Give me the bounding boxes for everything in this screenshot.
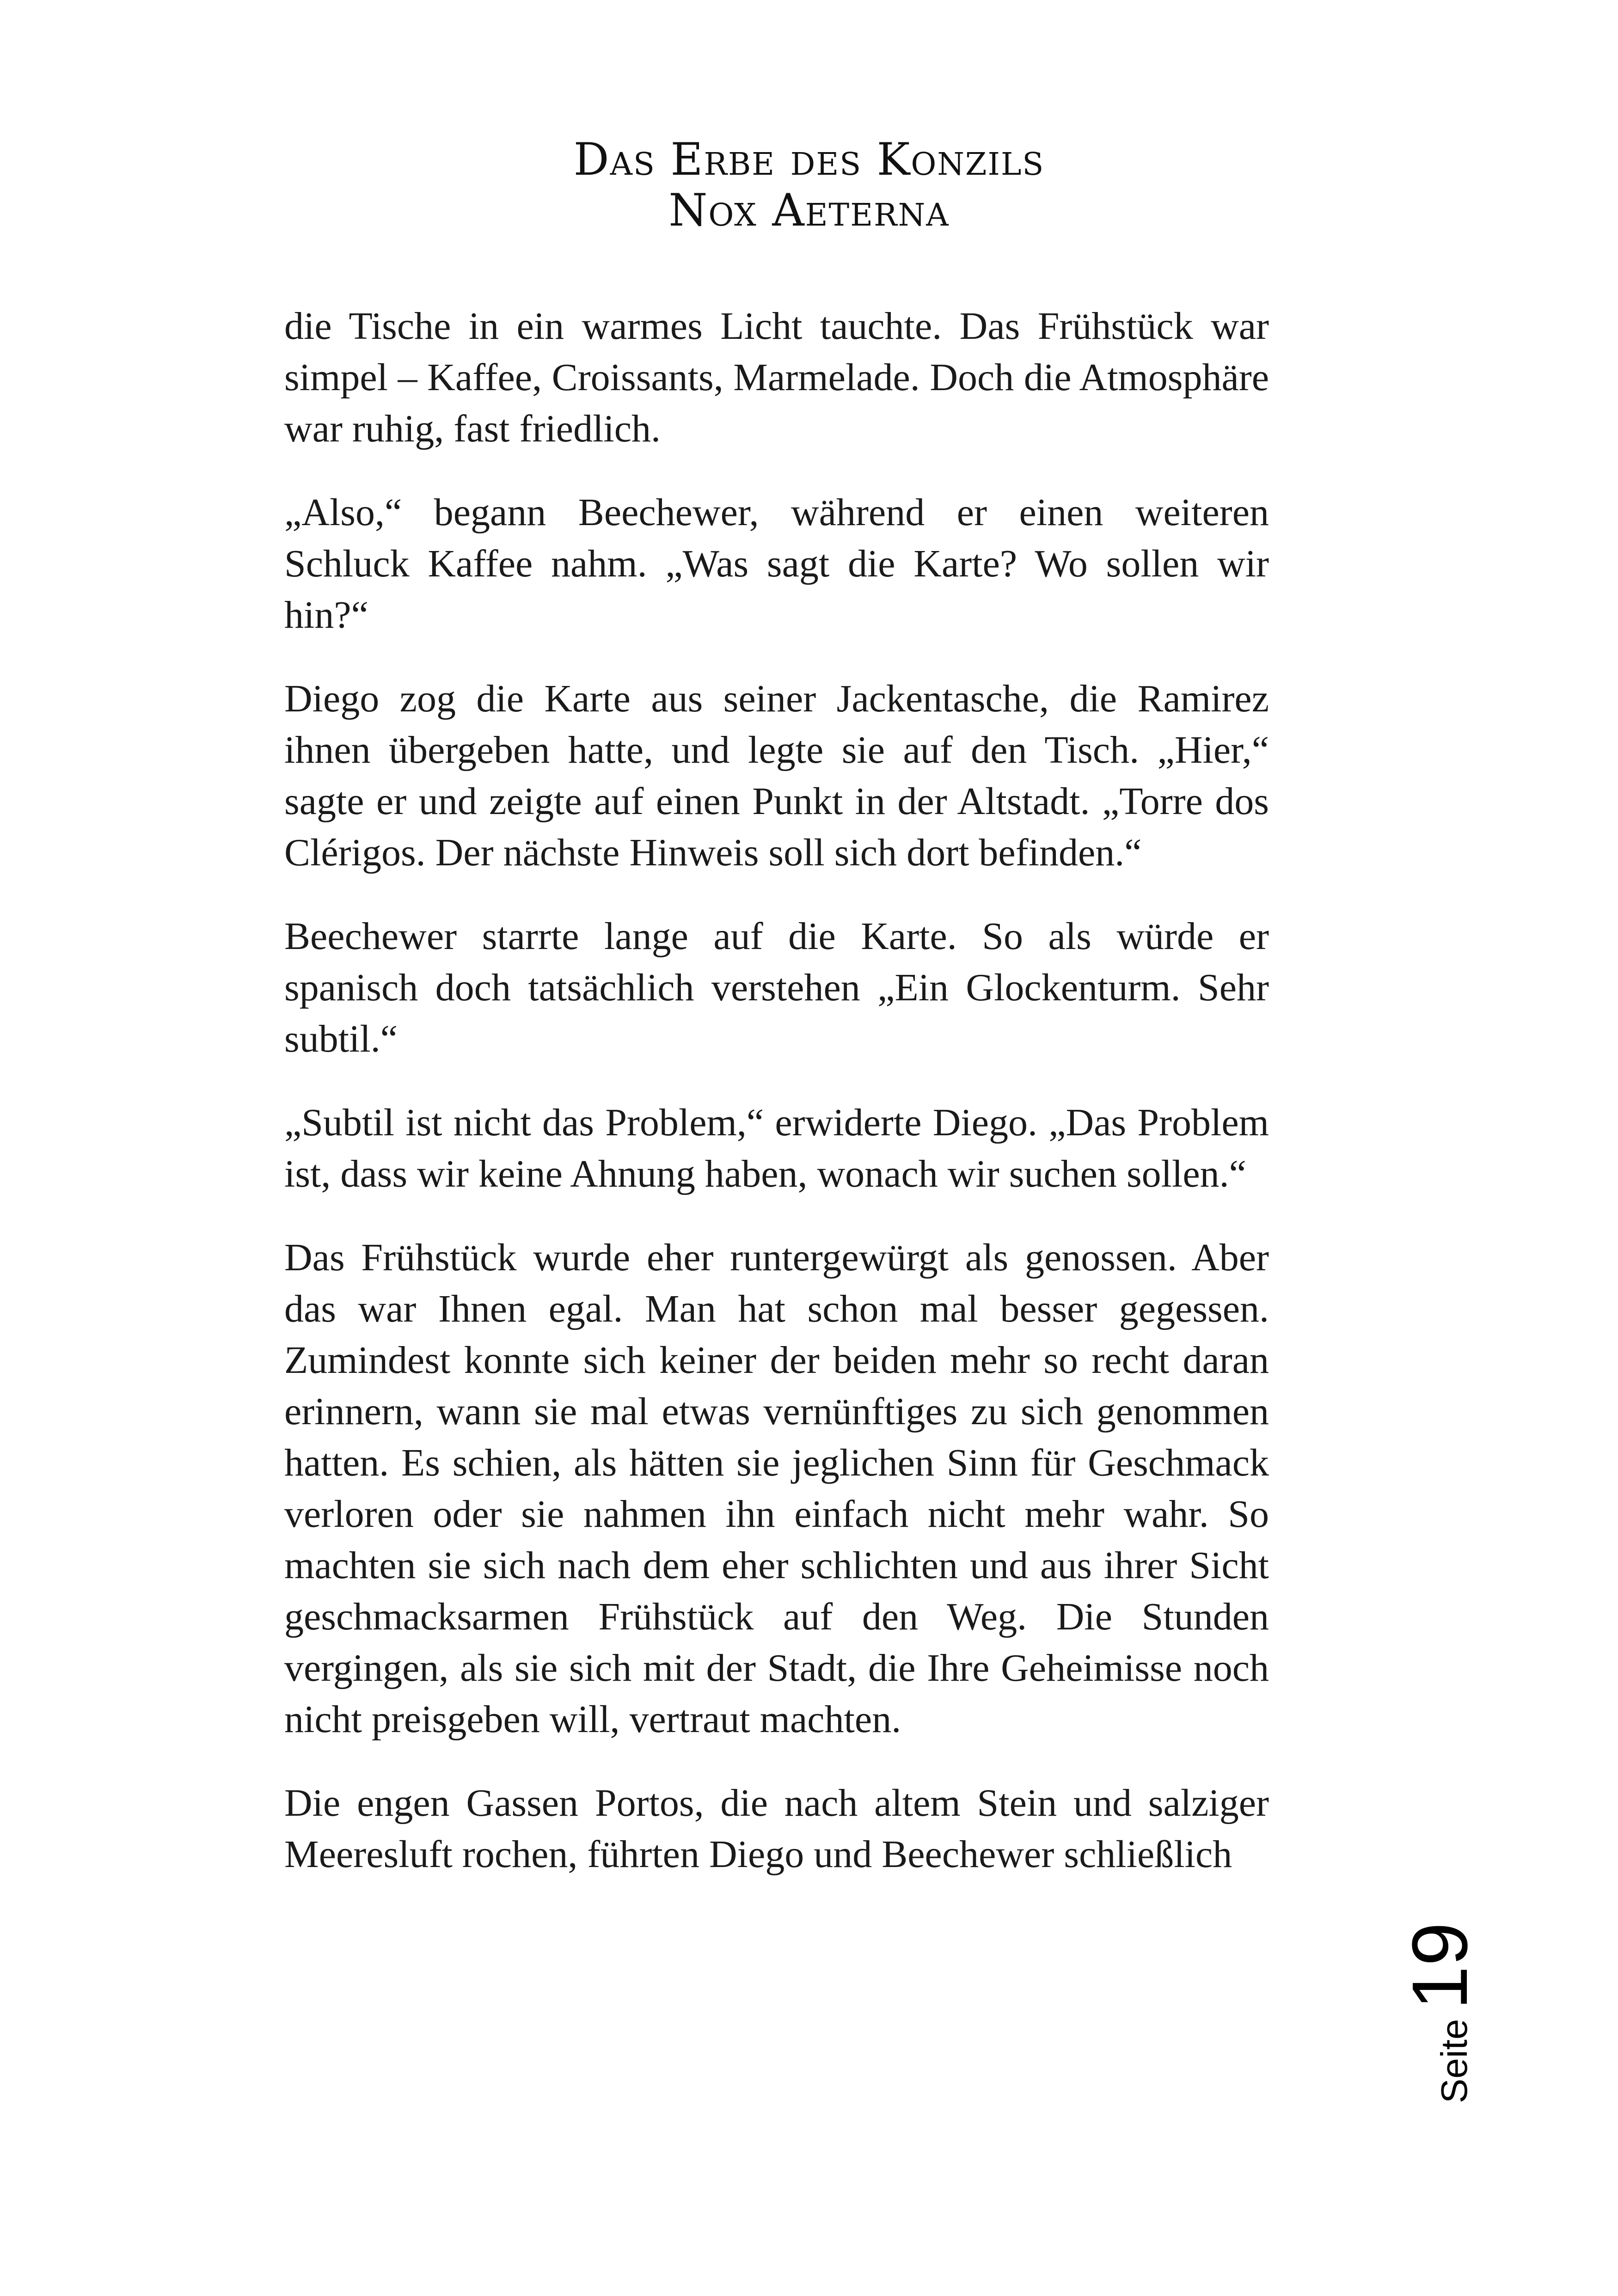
paragraph: die Tische in ein warmes Licht tauchte. Das Frühstück war simpel – Kaffee, Croissants, Marmelade. Doch die Atmosphäre war ruhig, fast friedlich.	[284, 305, 1269, 450]
paragraph: Diego zog die Karte aus seiner Jackentasche, die Ramirez ihnen übergeben hatte, und legte sie auf den Tisch. „Hier,“ sagte er und zeigte auf einen Punkt in der Altstadt. „Torre dos Clérigos. Der nächste Hinweis soll sich dort befinden.“	[284, 677, 1269, 874]
paragraph: Das Frühstück wurde eher runtergewürgt als genossen. Aber das war Ihnen egal. Man hat schon mal besser gegessen. Zumindest konnte sich keiner der beiden mehr so recht daran erinnern, wann sie mal etwas vernünftiges zu sich genommen hatten. Es schien, als hätten sie jeglichen Sinn für Geschmack verloren oder sie nahmen ihn einfach nicht mehr wahr. So machten sie sich nach dem eher schlichten und aus ihrer Sicht geschmacksarmen Frühstück auf den Weg. Die Stunden vergingen, als sie sich mit der Stadt, die Ihre Geheimisse noch nicht preisgeben will, vertraut machten.	[284, 1236, 1269, 1741]
page-number	[1396, 1900, 1484, 2103]
page-number-label: Seite	[1434, 2019, 1475, 2103]
book-subtitle: Nox Aeterna	[668, 184, 950, 236]
body-text	[284, 300, 1269, 1912]
paragraph: „Subtil ist nicht das Problem,“ erwiderte Diego. „Das Problem ist, dass wir keine Ahnung haben, wonach wir suchen sollen.“	[284, 1101, 1269, 1195]
book-title: Das Erbe des Konzils	[573, 134, 1045, 185]
page-number-value: 19	[1396, 1922, 1484, 2010]
paragraph: „Also,“ begann Beechewer, während er einen weiteren Schluck Kaffee nahm. „Was sagt die Karte? Wo sollen wir hin?“	[284, 491, 1269, 637]
paragraph: Beechewer starrte lange auf die Karte. So als würde er spanisch doch tatsächlich verstehen „Ein Glockenturm. Sehr subtil.“	[284, 915, 1269, 1060]
paragraph: Die engen Gassen Portos, die nach altem Stein und salziger Meeresluft rochen, führten Diego und Beechewer schließlich	[284, 1782, 1269, 1876]
running-header	[0, 134, 1618, 236]
